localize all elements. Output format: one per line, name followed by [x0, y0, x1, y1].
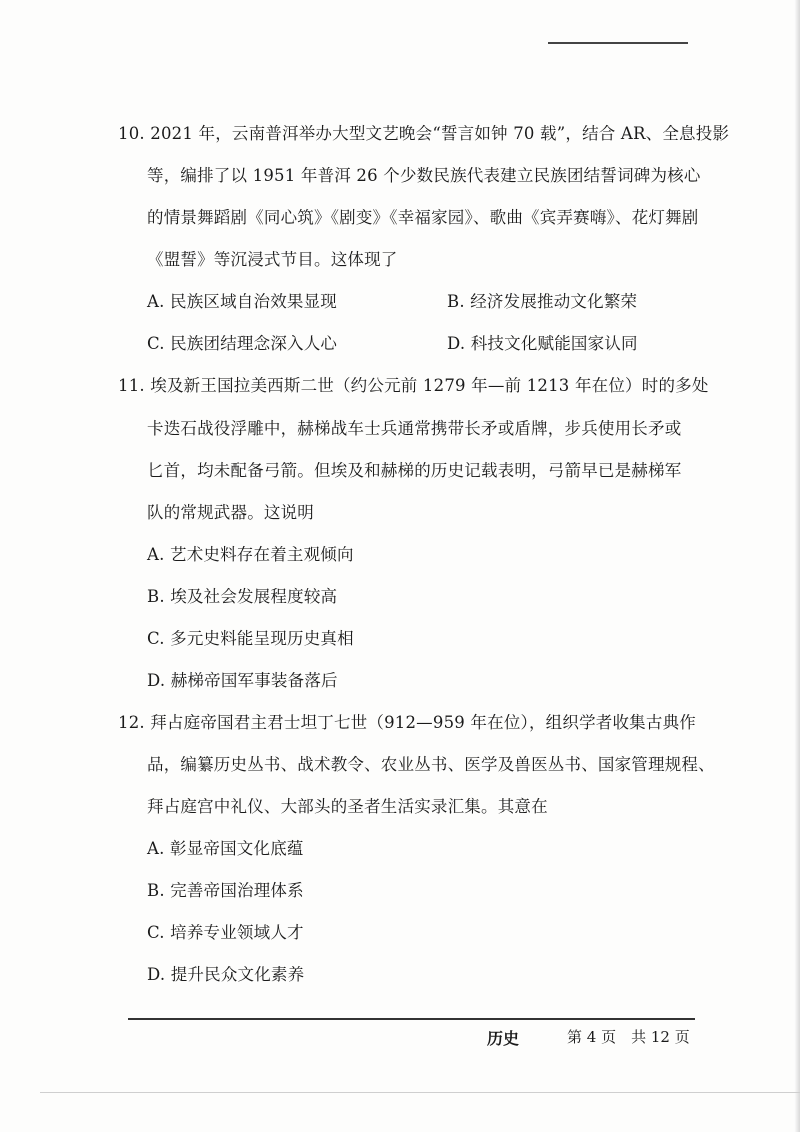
footer-subject: 历史: [487, 1029, 520, 1048]
question-11-option-d: D. 赫梯帝国军事装备落后: [147, 671, 338, 690]
scan-edge-bottom: [40, 1092, 800, 1093]
footer-rule: [128, 1018, 695, 1020]
question-12-option-a: A. 彰显帝国文化底蕴: [147, 839, 304, 858]
footer-page-number: 第 4 页 共 12 页: [567, 1028, 690, 1046]
question-11-line-4: 队的常规武器。这说明: [147, 503, 314, 522]
question-12-option-c: C. 培养专业领域人才: [147, 923, 304, 942]
top-rule: [548, 42, 688, 44]
question-10-option-d: D. 科技文化赋能国家认同: [447, 334, 638, 353]
question-12-line-1: 12. 拜占庭帝国君主君士坦丁七世（912—959 年在位），组织学者收集古典作: [118, 713, 696, 732]
question-10-line-3: 的情景舞蹈剧《同心筑》《剧变》《幸福家园》、歌曲《宾弄赛嗨》、花灯舞剧: [147, 208, 699, 227]
question-11-line-3: 匕首，均未配备弓箭。但埃及和赫梯的历史记载表明，弓箭早已是赫梯军: [147, 461, 682, 480]
question-11-option-a: A. 艺术史料存在着主观倾向: [147, 545, 354, 564]
question-12-option-b: B. 完善帝国治理体系: [147, 881, 304, 900]
question-11-line-2: 卡迭石战役浮雕中，赫梯战车士兵通常携带长矛或盾牌，步兵使用长矛或: [147, 419, 682, 438]
scan-edge: [794, 0, 800, 1132]
question-12-line-3: 拜占庭宫中礼仪、大部头的圣者生活实录汇集。其意在: [147, 797, 548, 816]
question-12-line-2: 品，编纂历史丛书、战术教令、农业丛书、医学及兽医丛书、国家管理规程、: [147, 755, 715, 774]
question-11-option-b: B. 埃及社会发展程度较高: [147, 587, 338, 606]
question-10-option-b: B. 经济发展推动文化繁荣: [447, 292, 638, 311]
question-10-line-1: 10. 2021 年，云南普洱举办大型文艺晚会“誓言如钟 70 载”，结合 AR、全息投影: [118, 124, 730, 143]
question-11-option-c: C. 多元史料能呈现历史真相: [147, 629, 354, 648]
question-10-line-2: 等，编排了以 1951 年普洱 26 个少数民族代表建立民族团结誓词碑为核心: [147, 166, 701, 185]
question-12-option-d: D. 提升民众文化素养: [147, 965, 305, 984]
question-10-line-4: 《盟誓》等沉浸式节目。这体现了: [147, 250, 398, 269]
question-10-option-c: C. 民族团结理念深入人心: [147, 334, 338, 353]
question-10-option-a: A. 民族区域自治效果显现: [147, 292, 338, 311]
question-11-line-1: 11. 埃及新王国拉美西斯二世（约公元前 1279 年—前 1213 年在位）时的多处: [118, 376, 709, 395]
